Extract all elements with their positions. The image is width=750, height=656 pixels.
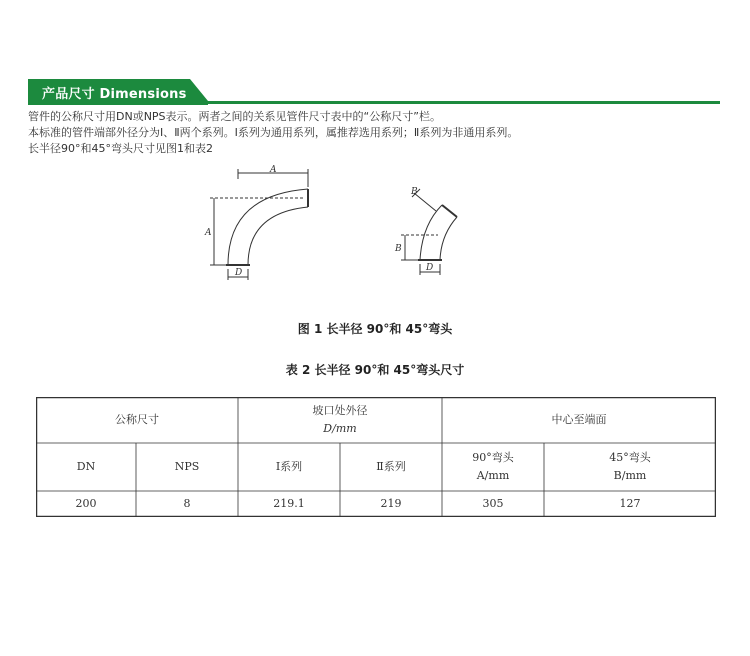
header-b-mm: B/mm: [613, 469, 647, 482]
header-nominal-size: 公称尺寸: [115, 413, 159, 426]
dim-d-label-90: D: [235, 268, 243, 278]
header-od-line1: 坡口处外径: [312, 404, 368, 417]
header-dn: DN: [76, 460, 96, 473]
elbow-90-drawing: [210, 169, 308, 280]
dim-d-label-45: D: [426, 263, 434, 273]
cell-a: 305: [482, 497, 504, 510]
table-caption: 表 2 长半径 90°和 45°弯头尺寸: [285, 363, 465, 377]
header-od-line2: D/mm: [323, 422, 357, 435]
figure-caption: 图 1 长半径 90°和 45°弯头: [297, 322, 453, 336]
header-a-mm: A/mm: [476, 469, 510, 482]
cell-series-2: 219: [380, 497, 402, 510]
dim-a-label-side: A: [205, 228, 212, 238]
cell-nps: 8: [183, 497, 191, 510]
elbow-figure: [200, 165, 500, 290]
intro-line-3: 长半径90°和45°弯头尺寸见图1和表2: [28, 142, 213, 155]
header-90-elbow: 90°弯头: [472, 451, 514, 464]
intro-line-1: 管件的公称尺寸用DN或NPS表示。两者之间的关系见管件尺寸表中的“公称尺寸”栏。: [28, 110, 441, 123]
header-center-to-end: 中心至端面: [551, 413, 607, 426]
dim-b-label-side: B: [395, 244, 402, 254]
header-45-elbow: 45°弯头: [609, 451, 651, 464]
dimensions-table: [36, 397, 716, 517]
cell-series-1: 219.1: [273, 497, 305, 510]
header-nps: NPS: [174, 460, 200, 473]
header-series-2: Ⅱ系列: [376, 460, 406, 473]
intro-line-2: 本标准的管件端部外径分为Ⅰ、Ⅱ两个系列。Ⅰ系列为通用系列，属推荐选用系列；Ⅱ系列为非通用系列。: [28, 126, 519, 139]
header-series-1: Ⅰ系列: [275, 460, 303, 473]
cell-b: 127: [619, 497, 641, 510]
dim-b-label-angled: B: [411, 187, 418, 197]
section-title: 产品尺寸 Dimensions: [42, 87, 187, 102]
dim-a-label-top: A: [270, 165, 277, 175]
cell-dn: 200: [75, 497, 97, 510]
